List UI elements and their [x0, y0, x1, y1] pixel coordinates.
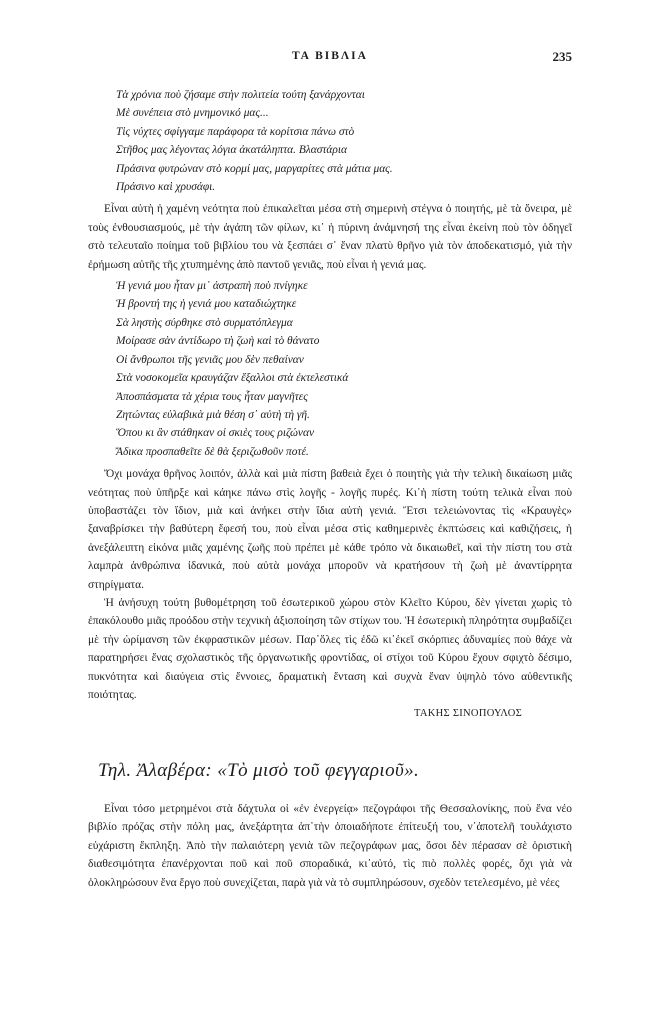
review-sinopoulos [88, 86, 572, 724]
body-paragraph: Ἡ ἀνήσυχη τούτη βυθομέτρηση τοῦ ἐσωτερικοῦ χώρου στὸν Κλεῖτο Κύρου, δὲν γίνεται χωρὶς τὸ ἐπακόλουθο μιᾶς προόδου στὴν τεχνικὴ ἀξιοποίηση τῶν στίχων του. Ἡ ἐσωτερικὴ πληρότητα συμβαδίζει μὲ τὴν ὡρίμανση τῶν ἐκφραστικῶν μέσων. Παρ᾿ὅλες τὶς ἐδῶ κι᾿ἐκεῖ σκόρπιες ἀδυναμίες ποὺ θάχε νὰ παρατηρήσει ἕνας σχολαστικὸς τῆς ὀργανωτικῆς φροντίδας, οἱ στίχοι τοῦ Κύρου ἔχουν σφιχτὸ δέσιμο, πυκνότητα καὶ διαύγεια στὶς ἔννοιες, δραματικὴ ἔνταση καὶ συχνὰ ἕναν ὑψηλὸ τόνο αὐθεντικῆς ποιότητας. [88, 596, 572, 701]
poem-line: Μοίρασε σὰν ἀντίδωρο τὴ ζωὴ καὶ τὸ θάνατο [116, 335, 320, 348]
poem-line: Ζητώντας εὐλαβικὰ μιὰ θέση σ᾿ αὐτὴ τὴ γῆ. [116, 408, 310, 421]
body-paragraph: Ὄχι μονάχα θρῆνος λοιπόν, ἀλλὰ καὶ μιὰ πίστη βαθειὰ ἔχει ὁ ποιητὴς γιὰ τὴν τελικὴ δικαίωση μιᾶς νεότητας ποὺ ὑπῆρξε καὶ κάηκε πάνω στὶς λογῆς - λογῆς πυρές. Κι᾿ἡ πίστη τούτη τελικὰ εἶναι ποὺ ὑποβαστάζει τὸν ἴδιον, μιὰ καὶ ἀνήκει στὴν ἴδια αὐτὴ γενιά. Ἔτσι τελειώνοντας τὶς «Κραυγὲς» ξαναβρίσκει τὴν βαθύτερη ἔφεσή του, ποὺ εἶναι μέσα στὶς καθημερινὲς ἐκπτώσεις καὶ καθιζήσεις, ἡ ἀνεξάλειπτη εἰκόνα μιᾶς χαμένης ζωῆς ποὺ πρέπει μὲ κάθε τρόπο νὰ δικαιωθεῖ, καὶ τὴν πίστη του στὰ λαμπρὰ ἀνθρώπινα ἰδανικά, ποὺ αὐτὰ μονάχα μποροῦν νὰ κρατήσουν τὴ ζωὴ μὲ ἀναντίρρητα στηρίγματα. [88, 468, 572, 591]
poem-line: Ἀποσπάσματα τὰ χέρια τους ἦταν μαγνῆτες [116, 390, 308, 403]
poem-line: Ἡ γενιά μου ἦταν μι᾿ ἀστραπὴ ποὺ πνίγηκε [116, 280, 308, 293]
poem-line: Τὶς νύχτες σφίγγαμε παράφορα τὰ κορίτσια πάνω στὸ [116, 125, 355, 138]
body-paragraph: Εἶναι αὐτὴ ἡ χαμένη νεότητα ποὺ ἐπικαλεῖται μέσα στὴ σημερινὴ στέγνα ὁ ποιητής, μὲ τὰ ὄνειρα, μὲ τοὺς ἐνθουσιασμούς, μὲ τὴν ἀγάπη τῶν φίλων, κι᾿ ἡ πύρινη ἀνάμνησή της εἶναι ἐκείνη ποὺ τὸν ὁδηγεῖ στὸ τελευταῖο ποίημα τοῦ βιβλίου του νὰ ξεσπάει σ᾿ ἕναν πλατὺ θρῆνο γιὰ τὸν ἀποδεκατισμό, γιὰ τὴν ἐρήμωση αὐτῆς τῆς χτυπημένης ἀπὸ παντοῦ γενιᾶς, ποὺ εἶναι ἡ γενιά μας. [88, 203, 572, 271]
poem-line: Ἡ βροντή της ἡ γενιά μου καταδιώχτηκε [116, 298, 297, 311]
running-title: ΤΑ ΒΙΒΛΙΑ [292, 50, 368, 62]
poem-line: Μὲ συνέπεια στὸ μνημονικό μας... [116, 107, 269, 120]
poem-line: Στῆθος μας λέγοντας λόγια ἀκατάληπτα. Βλαστάρια [116, 144, 348, 157]
poem-excerpt-1 [88, 86, 572, 196]
poem-line: Ἄδικα προσπαθεῖτε δὲ θὰ ξεριζωθοῦν ποτέ. [116, 445, 309, 458]
poem-line: Τὰ χρόνια ποὺ ζήσαμε στὴν πολιτεία τούτη ξανάρχονται [116, 89, 365, 101]
body-paragraph: Εἶναι τόσο μετρημένοι στὰ δάχτυλα οἱ «ἐν ἐνεργείᾳ» πεζογράφοι τῆς Θεσσαλονίκης, ποὺ ἕνα νέο βιβλίο πρόζας στὴν πόλη μας, ἀνεξάρτητα ἀπ᾿τὴν ὁποιαδήποτε ἐπίτευξή του, ν᾿ἀποτελῆ τουλάχιστο εὐχάριστη ἔκπληξη. Ἀπὸ τὴν παλαιότερη γενιὰ τῶν πεζογράφων μας, ὅσοι δὲν πέρασαν σὲ ὁριστικὴ διαθεσιμότητα ἐπανέρχονται ποῦ καὶ ποῦ σποραδικά, κι᾿αὐτό, τὶς πιὸ πολλὲς φορές, ὄχι γιὰ νὰ ὁλοκληρώσουν ἕνα ἔργο ποὺ συνεχίζεται, παρὰ γιὰ νὰ τὸ συμπληρώσουν, σχεδὸν τετελεσμένο, μὲ νέες [88, 803, 572, 889]
poem-line: Πράσινα φυτρώναν στὸ κορμί μας, μαργαρίτες στὰ μάτια μας. [116, 162, 393, 175]
poem-line: Σὰ ληστὴς σύρθηκε στὸ συρματόπλεγμα [116, 316, 293, 329]
poem-line: Ὅπου κι ἂν στάθηκαν οἱ σκιὲς τους ριζώναν [116, 427, 315, 440]
page-number: 235 [552, 49, 572, 64]
page-header [88, 50, 572, 70]
poem-line: Οἱ ἄνθρωποι τῆς γενιᾶς μου δὲν πεθαίναν [116, 353, 304, 366]
review-title: Τηλ. Ἀλαβέρα: «Τὸ μισὸ τοῦ φεγγαριοῦ». [98, 760, 420, 781]
poem-excerpt-2 [88, 277, 572, 461]
author-signature: ΤΑΚΗΣ ΣΙΝΟΠΟΥΛΟΣ [413, 708, 522, 720]
poem-line: Πράσινο καὶ χρυσάφι. [116, 181, 216, 194]
poem-line: Στὰ νοσοκομεῖα κραυγάζαν ἔξαλλοι στὰ ἐκτελεστικά [116, 372, 349, 385]
review-alavera [88, 800, 572, 892]
